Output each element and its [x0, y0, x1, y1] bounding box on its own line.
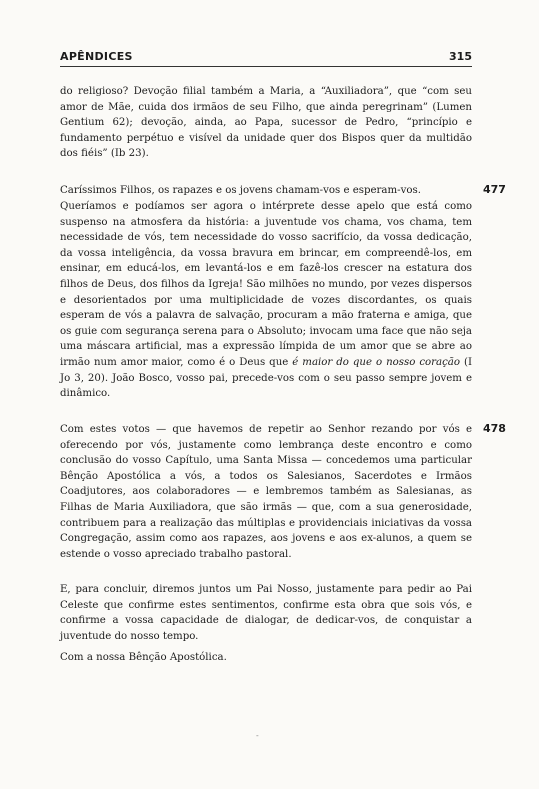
paragraph-youth-appeal [60, 199, 472, 402]
page-number: 315 [449, 50, 472, 63]
section-title: APÊNDICES [60, 50, 133, 63]
paragraph-continuation: do religioso? Devoção filial também a Maria, a “Auxiliadora”, que “com seu amor de Mãe, cuida dos irmãos de seu Filho, que ainda peregrinam” (Lumen Gentium 62); devoção, ainda, ao Papa, sucessor de Pedro, “princípio e fundamento perpétuo e visível da unidade quer dos Bispos quer da multidão dos fiéis” (Ib 23). [60, 86, 472, 160]
paragraph-youth-appeal-text-b: (I Jo 3, 20). João Bosco, vosso pai, precede-vos com o seu passo sempre jovem e dinâmico. [60, 356, 472, 400]
paragraph-conclusion: E, para concluir, diremos juntos um Pai Nosso, justamente para pedir ao Pai Celeste que confirme estes sentimentos, confirme esta obra que sois vós, e confirme a vossa capacidade de dialogar, de dedicar-vos, de conquistar a juventude do nosso tempo. [60, 584, 472, 642]
paragraph-youth-appeal-text-a: Queríamos e podíamos ser agora o intérprete desse apelo que está como suspenso na atmosfera da história: a juventude vos chama, vos chama, tem necessidade de vós, tem necessidade do vosso sacrifício, da vossa dedicação, da vossa inteligência, da vossa bravura em brincar, em compreendê-los, em ensinar, em educá-los, em levantá-los e em fazê-los crescer na estatura dos filhos de Deus, dos filhos da Igreja! São milhões no mundo, por vezes dispersos e desorientados por uma multiplicidade de vozes discordantes, os quais esperam de vós a palavra de salvação, procuram a mão fraterna e amiga, que os guie com segurança serena para o Absoluto; invocam uma face que não seja uma máscara artificial, mas a expressão límpida de um amor que se abre ao irmão num amor maior, como é o Deus que [60, 201, 472, 368]
footer-mark: - [256, 731, 259, 740]
paragraph-closing: Com a nossa Bênção Apostólica. [60, 652, 227, 663]
running-header [60, 50, 472, 67]
scripture-quote: é maior do que o nosso coração [292, 356, 461, 368]
paragraph-address: Caríssimos Filhos, os rapazes e os jovens chamam-vos e esperam-vos. [60, 185, 421, 196]
margin-number-477: 477 [483, 183, 506, 196]
margin-number-478: 478 [483, 422, 506, 435]
paragraph-blessing: Com estes votos — que havemos de repetir ao Senhor rezando por vós e oferecendo por vós, justamente como lembrança deste encontro e como conclusão do vosso Capítulo, uma Santa Missa — concedemos uma particular Bênção Apostólica a vós, a todos os Salesianos, Sacerdotes e Irmãos Coadjutores, aos colaboradores — e lembremos também as Salesianas, as Filhas de Maria Auxiliadora, que são irmãs — que, com a sua generosidade, contribuem para a realização das múltiplas e providenciais iniciativas da vossa Congregação, assim como aos rapazes, aos jovens e aos ex-alunos, a quem se estende o vosso apreciado trabalho pastoral. [60, 424, 472, 560]
